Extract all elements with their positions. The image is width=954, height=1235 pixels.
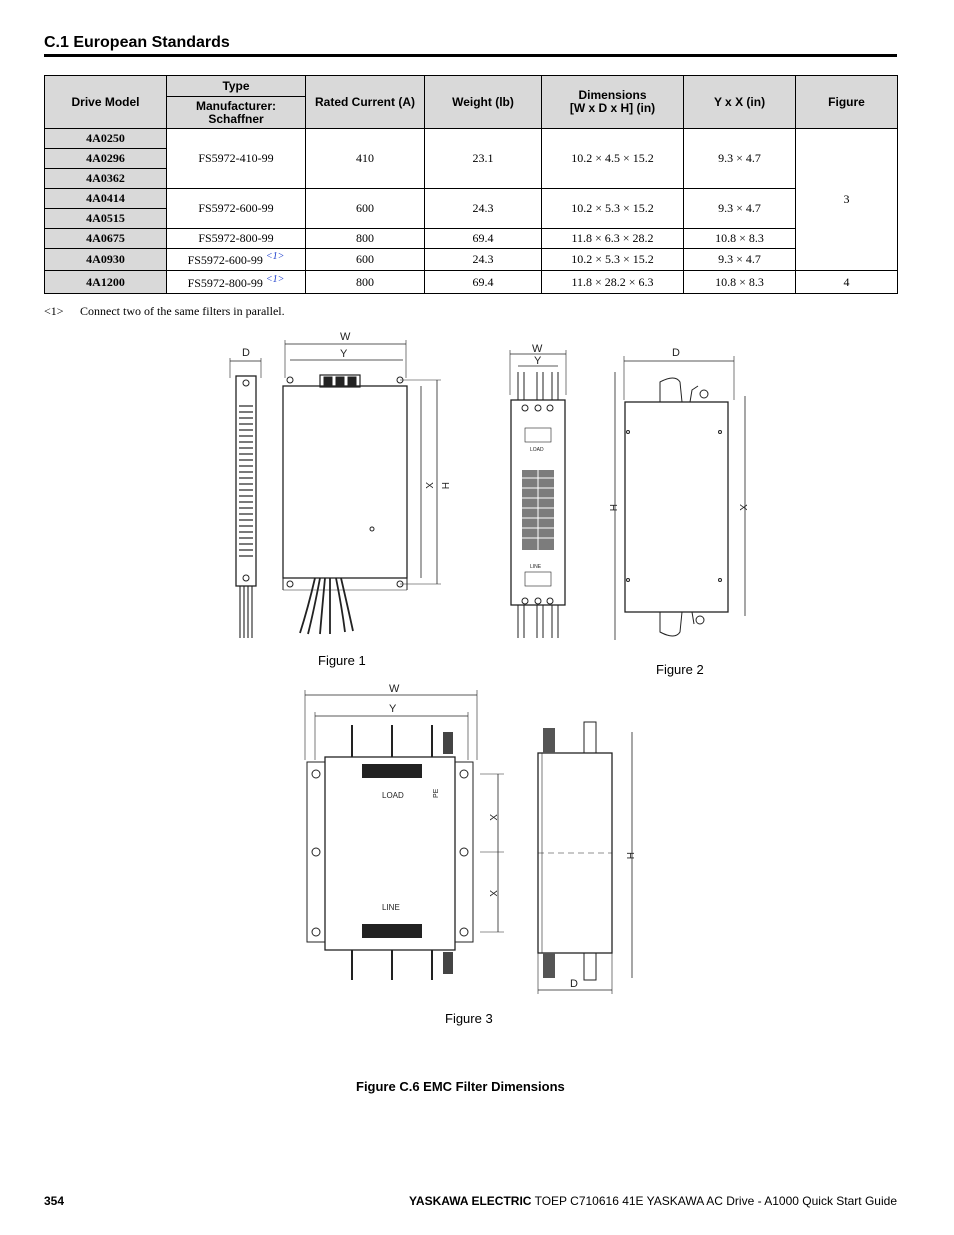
header-manufacturer: Manufacturer: Schaffner	[167, 97, 306, 129]
page-number: 354	[44, 1194, 65, 1208]
load-label: LOAD	[382, 791, 404, 800]
dim-label-x: X	[487, 814, 498, 821]
table-row	[45, 189, 898, 209]
figure-caption: Figure C.6 EMC Filter Dimensions	[356, 1079, 565, 1094]
figure-2-drawing	[500, 340, 760, 646]
load-label: LOAD	[530, 447, 544, 453]
line-label: LINE	[382, 903, 400, 912]
drive-model-cell: 4A0296	[45, 149, 167, 169]
weight-cell: 24.3	[425, 249, 542, 271]
drive-model-cell: 4A0250	[45, 129, 167, 149]
section-title: C.1 European Standards	[44, 34, 230, 51]
dim-label-h: H	[439, 482, 450, 490]
header-rated-current: Rated Current (A)	[306, 76, 425, 129]
header-figure: Figure	[796, 76, 898, 129]
footnote-ref-link[interactable]: <1>	[265, 251, 285, 262]
figure-3-drawing	[300, 680, 640, 1000]
dim-label-y: Y	[534, 355, 542, 367]
figure-1-label: Figure 1	[318, 653, 366, 668]
drive-model-cell: 4A1200	[45, 271, 167, 294]
pe-label: PE	[433, 788, 440, 798]
weight-cell: 69.4	[425, 271, 542, 294]
drive-model-cell: 4A0414	[45, 189, 167, 209]
weight-cell: 24.3	[425, 189, 542, 229]
current-cell: 410	[306, 129, 425, 189]
dim-label-h: H	[624, 852, 635, 860]
table-row	[45, 129, 898, 149]
footnote-ref-link[interactable]: <1>	[265, 273, 285, 285]
header-drive-model: Drive Model	[45, 76, 167, 129]
drive-model-cell: 4A0362	[45, 169, 167, 189]
dim-label-d: D	[570, 978, 578, 990]
dim-label-y: Y	[340, 348, 348, 360]
figure-3-label: Figure 3	[445, 1011, 493, 1026]
header-type: Type	[167, 76, 306, 97]
header-yx: Y x X (in)	[684, 76, 796, 129]
dim-label-w: W	[389, 683, 400, 695]
footer-brand: YASKAWA ELECTRIC	[409, 1194, 532, 1208]
type-cell: FS5972-800-99	[167, 229, 306, 249]
footer-doc-title: TOEP C710616 41E YASKAWA AC Drive - A1000 Quick Start Guide	[531, 1194, 897, 1208]
header-weight: Weight (lb)	[425, 76, 542, 129]
yx-cell: 9.3 × 4.7	[684, 249, 796, 271]
table-row	[45, 271, 898, 294]
type-cell: FS5972-600-99	[167, 189, 306, 229]
drive-model-cell: 4A0930	[45, 249, 167, 271]
yx-cell: 9.3 × 4.7	[684, 189, 796, 229]
figure-cell: 4	[796, 271, 898, 294]
yx-cell: 10.8 × 8.3	[684, 229, 796, 249]
weight-cell: 69.4	[425, 229, 542, 249]
table-row	[45, 249, 898, 271]
type-cell: FS5972-410-99	[167, 129, 306, 189]
footnote-text: Connect two of the same filters in parallel.	[80, 304, 285, 318]
weight-cell: 23.1	[425, 129, 542, 189]
dimensions-cell: 11.8 × 28.2 × 6.3	[542, 271, 684, 294]
header-dimensions: Dimensions [W x D x H] (in)	[542, 76, 684, 129]
footer-text	[409, 1194, 897, 1208]
current-cell: 600	[306, 189, 425, 229]
emc-filter-table	[44, 75, 898, 294]
current-cell: 600	[306, 249, 425, 271]
figure-1-drawing	[220, 328, 470, 646]
type-cell	[167, 271, 306, 294]
dim-label-h: H	[607, 504, 618, 512]
type-cell	[167, 249, 306, 271]
current-cell: 800	[306, 271, 425, 294]
yx-cell: 10.8 × 8.3	[684, 271, 796, 294]
type-text: FS5972-600-99	[187, 253, 263, 267]
title-rule	[44, 54, 897, 57]
table-row	[45, 229, 898, 249]
dim-label-w: W	[532, 343, 543, 355]
dim-label-d: D	[242, 347, 250, 359]
dim-label-x: X	[423, 482, 434, 489]
yx-cell: 9.3 × 4.7	[684, 129, 796, 189]
drive-model-cell: 4A0675	[45, 229, 167, 249]
footnote-mark: <1>	[44, 304, 64, 318]
dim-label-d: D	[672, 347, 680, 359]
dimensions-cell: 11.8 × 6.3 × 28.2	[542, 229, 684, 249]
footnote	[44, 304, 285, 319]
dim-label-w: W	[340, 331, 351, 343]
dim-label-x: X	[487, 890, 498, 897]
current-cell: 800	[306, 229, 425, 249]
line-label: LINE	[530, 564, 542, 570]
dimensions-cell: 10.2 × 5.3 × 15.2	[542, 249, 684, 271]
figure-2-label: Figure 2	[656, 662, 704, 677]
drive-model-cell: 4A0515	[45, 209, 167, 229]
dimensions-cell: 10.2 × 4.5 × 15.2	[542, 129, 684, 189]
dim-label-y: Y	[389, 703, 397, 715]
dim-label-x: X	[737, 504, 748, 511]
type-text: FS5972-800-99	[187, 275, 263, 290]
figure-cell: 3	[796, 129, 898, 271]
dimensions-cell: 10.2 × 5.3 × 15.2	[542, 189, 684, 229]
